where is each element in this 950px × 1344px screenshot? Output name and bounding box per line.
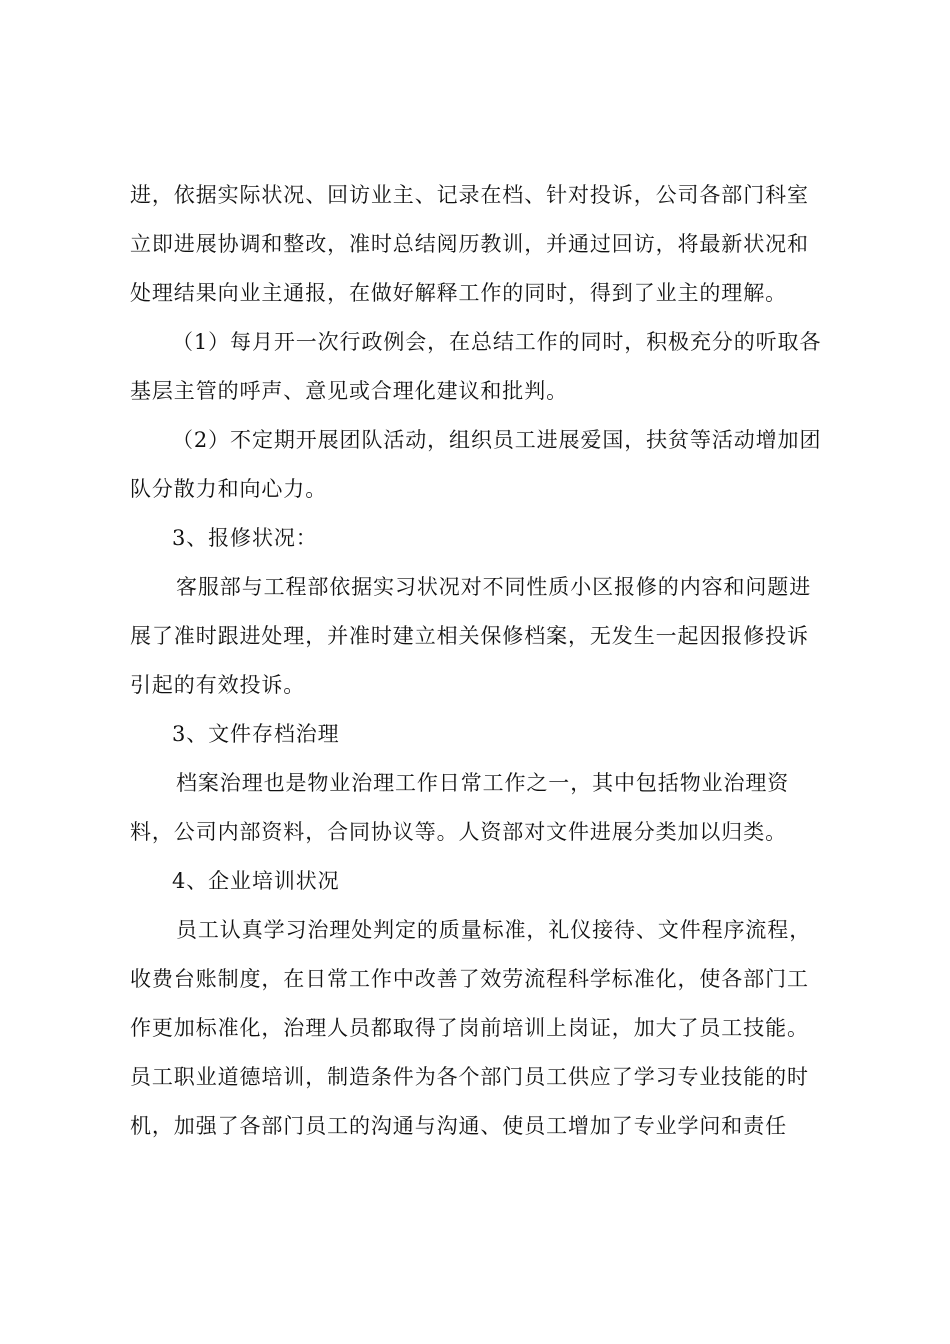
text-line: 展了准时跟进处理，并准时建立相关保修档案，无发生一起因报修投诉 [130,624,809,648]
section-heading: 3、报修状况： [172,526,318,550]
text-line: （2）不定期开展团队活动，组织员工进展爱国，扶贫等活动增加团 [172,428,822,452]
text-line: 机，加强了各部门员工的沟通与沟通、使员工增加了专业学问和责任 [130,1114,787,1138]
section-heading: 3、文件存档治理 [172,722,340,746]
document-body [130,183,830,1138]
text-line: 收费台账制度，在日常工作中改善了效劳流程科学标准化，使各部门工 [130,967,809,991]
text-line: 基层主管的呼声、意见或合理化建议和批判。 [130,379,568,403]
text-line: 队分散力和向心力。 [130,477,328,501]
section-heading: 4、企业培训状况 [172,869,340,893]
text-line: 员工认真学习治理处判定的质量标准，礼仪接待、文件程序流程， [176,918,812,942]
text-line: 作更加标准化，治理人员都取得了岗前培训上岗证，加大了员工技能。 [130,1016,809,1040]
text-line: 客服部与工程部依据实习状况对不同性质小区报修的内容和问题进 [176,575,812,599]
text-line: 进，依据实际状况、回访业主、记录在档、针对投诉，公司各部门科室 [130,183,809,207]
text-line: 立即进展协调和整改，准时总结阅历教训，并通过回访，将最新状况和 [130,232,809,256]
text-line: 处理结果向业主通报，在做好解释工作的同时，得到了业主的理解。 [130,281,787,305]
text-line: （1）每月开一次行政例会，在总结工作的同时，积极充分的听取各 [172,330,822,354]
text-line: 料，公司内部资料，合同协议等。人资部对文件进展分类加以归类。 [130,820,787,844]
text-line: 档案治理也是物业治理工作日常工作之一，其中包括物业治理资 [176,771,790,795]
text-line: 引起的有效投诉。 [130,673,306,697]
text-line: 员工职业道德培训，制造条件为各个部门员工供应了学习专业技能的时 [130,1065,809,1089]
